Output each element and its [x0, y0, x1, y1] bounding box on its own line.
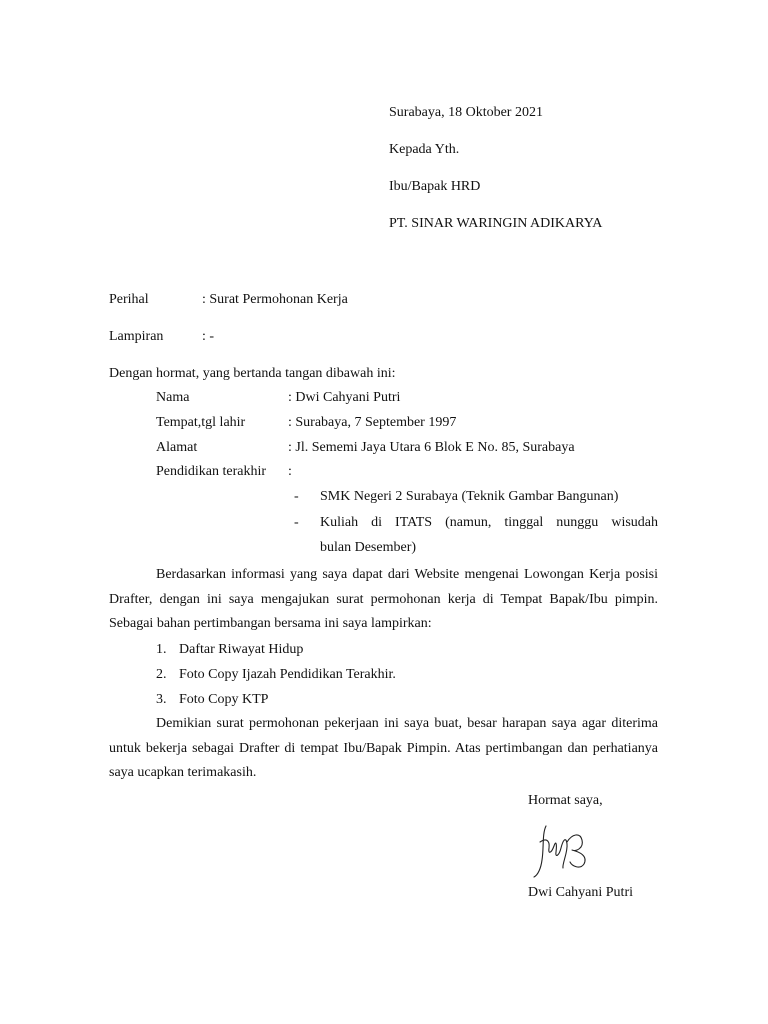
identity-value: : Jl. Sememi Jaya Utara 6 Blok E No. 85, Surabaya	[288, 440, 575, 455]
perihal-label: Perihal	[109, 292, 149, 307]
identity-value: :	[288, 464, 292, 479]
identity-label: Nama	[156, 390, 190, 405]
perihal-value: : Surat Permohonan Kerja	[202, 292, 348, 307]
recipient: Ibu/Bapak HRD	[389, 179, 481, 194]
education-item: SMK Negeri 2 Surabaya (Teknik Gambar Bangunan)	[320, 489, 619, 504]
body-paragraph: Demikian surat permohonan pekerjaan ini saya buat, besar harapan saya agar diterima untuk bekerja sebagai Drafter di tempat Ibu/Bapak Pimpin. Atas pertimbangan dan perhatianya saya ucapkan terimakasih.	[109, 716, 658, 780]
attachment-number: 1.	[156, 642, 167, 657]
attachment-item: Foto Copy Ijazah Pendidikan Terakhir.	[179, 667, 396, 682]
attachment-number: 3.	[156, 692, 167, 707]
opening-line: Dengan hormat, yang bertanda tangan dibawah ini:	[109, 366, 396, 381]
attachment-item: Daftar Riwayat Hidup	[179, 642, 304, 657]
salutation-to: Kepada Yth.	[389, 142, 460, 157]
education-item: Kuliah di ITATS (namun, tinggal nunggu wisudah	[320, 515, 658, 530]
education-dash: -	[294, 489, 299, 504]
handwritten-signature	[532, 820, 594, 880]
lampiran-value: : -	[202, 329, 215, 344]
education-dash: -	[294, 515, 299, 530]
identity-value: : Surabaya, 7 September 1997	[288, 415, 457, 430]
lampiran-label: Lampiran	[109, 329, 164, 344]
identity-value: : Dwi Cahyani Putri	[288, 390, 401, 405]
attachment-item: Foto Copy KTP	[179, 692, 269, 707]
identity-label: Pendidikan terakhir	[156, 464, 267, 479]
letter-date: Surabaya, 18 Oktober 2021	[389, 105, 543, 120]
signer-name: Dwi Cahyani Putri	[528, 885, 633, 900]
company-name: PT. SINAR WARINGIN ADIKARYA	[389, 216, 603, 231]
closing-regards: Hormat saya,	[528, 793, 603, 808]
attachment-number: 2.	[156, 667, 167, 682]
identity-label: Alamat	[156, 440, 198, 455]
identity-label: Tempat,tgl lahir	[156, 415, 246, 430]
body-paragraph: Berdasarkan informasi yang saya dapat dari Website mengenai Lowongan Kerja posisi Drafter, dengan ini saya mengajukan surat permohonan kerja di Tempat Bapak/Ibu pimpin. Sebagai bahan pertimbangan bersama ini saya lampirkan:	[109, 567, 658, 631]
education-item-continued: bulan Desember)	[320, 540, 417, 555]
